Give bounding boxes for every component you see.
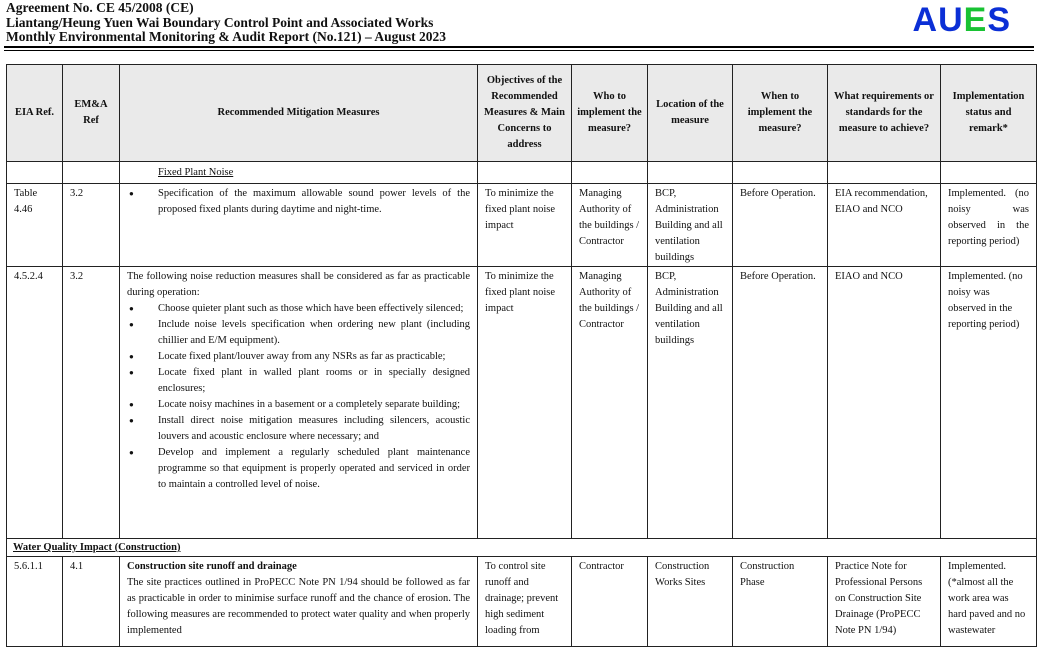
mitigation-measures-table	[6, 64, 1037, 647]
header-rule-thin	[4, 50, 1034, 51]
col-status: Implementation status and remark*	[941, 65, 1037, 162]
col-when: When to implement the measure?	[733, 65, 828, 162]
col-measures: Recommended Mitigation Measures	[120, 65, 478, 162]
who-cell: Managing Authority of the buildings / Contractor	[572, 184, 648, 267]
who-cell: Contractor	[572, 557, 648, 647]
ema-ref-cell: 3.2	[63, 184, 120, 267]
list-item: ● Include noise levels specification when ordering new plant (including chillier and E/M equipment).	[127, 317, 470, 349]
objective-cell: To control site runoff and drainage; prevent high sediment loading from	[478, 557, 572, 647]
measure-title: Construction site runoff and drainage	[127, 561, 297, 572]
table-row	[7, 557, 1037, 647]
when-cell: Construction Phase	[733, 557, 828, 647]
measure-cell	[120, 184, 478, 267]
objective-cell: To minimize the fixed plant noise impact	[478, 184, 572, 267]
list-item: ● Develop and implement a regularly scheduled plant maintenance programme so that equipment is properly operated and serviced in order to maintain a controlled level of noise.	[127, 445, 470, 493]
table-row	[7, 267, 1037, 539]
objective-cell: To minimize the fixed plant noise impact	[478, 267, 572, 539]
status-cell: Implemented. (no noisy was observed in the reporting period)	[941, 184, 1037, 267]
location-cell: BCP, Administration Building and all ventilation buildings	[648, 184, 733, 267]
list-item: ● Locate fixed plant in walled plant rooms or in specially designed enclosures;	[127, 365, 470, 397]
list-item: ● Install direct noise mitigation measures including silencers, acoustic louvers and acoustic enclosure where necessary; and	[127, 413, 470, 445]
col-location: Location of the measure	[648, 65, 733, 162]
who-cell: Managing Authority of the buildings / Contractor	[572, 267, 648, 539]
location-cell: Construction Works Sites	[648, 557, 733, 647]
when-cell: Before Operation.	[733, 184, 828, 267]
list-item: ● Locate noisy machines in a basement or a completely separate building;	[127, 397, 470, 413]
eia-ref-cell: 4.5.2.4	[7, 267, 63, 539]
col-requirements: What requirements or standards for the measure to achieve?	[828, 65, 941, 162]
section-water-quality: Water Quality Impact (Construction)	[13, 542, 181, 553]
eia-ref-cell: Table 4.46	[7, 184, 63, 267]
requirements-cell: Practice Note for Professional Persons on Construction Site Drainage (ProPECC Note PN 1/94)	[828, 557, 941, 647]
requirements-cell: EIAO and NCO	[828, 267, 941, 539]
measure-cell	[120, 267, 478, 539]
aues-logo	[913, 2, 1012, 38]
logo-letter-e: E	[963, 1, 988, 39]
location-cell: BCP, Administration Building and all ventilation buildings	[648, 267, 733, 539]
header-rule	[4, 46, 1034, 48]
eia-ref-cell: 5.6.1.1	[7, 557, 63, 647]
logo-letter-s: S	[987, 1, 1011, 39]
col-eia-ref: EIA Ref.	[7, 65, 63, 162]
ema-ref-cell: 4.1	[63, 557, 120, 647]
col-ema-ref: EM&A Ref	[63, 65, 120, 162]
list-item: ● Choose quieter plant such as those which have been effectively silenced;	[127, 301, 470, 317]
requirements-cell: EIA recommendation, EIAO and NCO	[828, 184, 941, 267]
list-item: ● Specification of the maximum allowable sound power levels of the proposed fixed plants during daytime and night-time.	[127, 186, 470, 218]
logo-letter-u: U	[938, 1, 964, 39]
col-who: Who to implement the measure?	[572, 65, 648, 162]
measure-intro: The following noise reduction measures shall be considered as far as practicable during operation:	[127, 271, 470, 298]
section-row-water-quality	[7, 539, 1037, 557]
section-row-fixed-plant	[7, 162, 1037, 184]
project-title: Liantang/Heung Yuen Wai Boundary Control Point and Associated Works	[6, 14, 434, 30]
measure-cell	[120, 557, 478, 647]
report-header	[6, 1, 446, 45]
table-row	[7, 184, 1037, 267]
when-cell: Before Operation.	[733, 267, 828, 539]
status-cell: Implemented. (*almost all the work area was hard paved and no wastewater	[941, 557, 1037, 647]
measure-text: The site practices outlined in ProPECC Note PN 1/94 should be followed as far as practicable in order to minimise surface runoff and the chance of erosion. The following measures are recommended to protect water quality and when properly implemented	[127, 577, 470, 636]
agreement-number: Agreement No. CE 45/2008 (CE)	[6, 0, 194, 15]
table-header-row	[7, 65, 1037, 162]
section-fixed-plant-noise: Fixed Plant Noise	[158, 166, 234, 178]
status-cell: Implemented. (no noisy was observed in the reporting period)	[941, 267, 1037, 539]
list-item: ● Locate fixed plant/louver away from any NSRs as far as practicable;	[127, 349, 470, 365]
ema-ref-cell: 3.2	[63, 267, 120, 539]
col-objectives: Objectives of the Recommended Measures & Main Concerns to address	[478, 65, 572, 162]
report-title: Monthly Environmental Monitoring & Audit Report (No.121) – August 2023	[6, 29, 447, 44]
logo-letter-a: A	[912, 1, 939, 39]
